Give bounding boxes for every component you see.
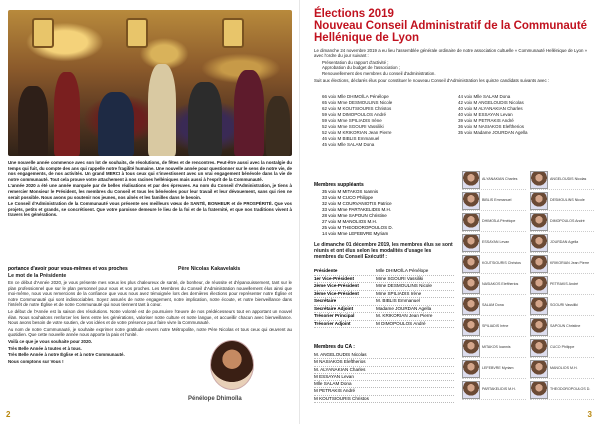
member-photo-cell bbox=[462, 359, 526, 379]
member-photo-cell bbox=[530, 359, 594, 379]
title-line: Élections 2019 bbox=[314, 8, 394, 20]
member-photo bbox=[462, 381, 480, 399]
ca-members-list bbox=[314, 352, 454, 403]
member-photo bbox=[530, 318, 548, 336]
member-name: Mme SGOURI Vassiliki bbox=[376, 275, 424, 281]
vote-row: 45 voix Mlle SALAM Dona bbox=[322, 142, 375, 147]
vote-row: 40 voix M ALYANAKIAN Charles bbox=[458, 106, 523, 111]
substitute-row: 32 voix M COURVANIOTIS Patrice bbox=[322, 201, 392, 206]
member-caption: JOURDAN Agella bbox=[550, 240, 579, 244]
member-photo-cell bbox=[462, 275, 526, 295]
member-caption: KRIKORIAN Jean Pierre bbox=[550, 261, 590, 265]
person-figure bbox=[54, 72, 80, 156]
member-caption: KOUTSIOURIS Christos bbox=[482, 261, 521, 265]
section-title: Le mot de la Présidente bbox=[8, 273, 67, 279]
intro-paragraph: Le Conseil d'Administration de la Communauté vous présente ses meilleurs vœux de SANTÉ, BONHEUR et de PROSPÉRITÉ. Que vos projets, petits et grands, se concrétisent. Que votre paroisse demeure le lieu de la foi et de la fraternité, et que nos traditions vivent à travers les générations. bbox=[8, 201, 292, 218]
member-photo bbox=[530, 255, 548, 273]
intro-text: Le dimanche 24 novembre 2019 a eu lieu l'assemblée générale ordinaire de notre association cultuelle « Communauté Hellénique de Lyon » avec l'ordre du jour suivant : bbox=[314, 48, 588, 59]
member-photo bbox=[462, 276, 480, 294]
message-paragraph: En ce début d'Année 2020, je vous présente mes vœux les plus chaleureux de santé, de bonheur, de réussite et d'épanouissement, tant sur le plan professionnel que sur le plan personnel pour vous et vos proches. Les Membres du Conseil d'Administration nouvellement élus ainsi que moi-même, nous vous remercions de la confiance que vous nous avez témoignée lors des dernières élections pour représenter notre Église et notre Communauté qui sont indissociables. Soyez assurés de notre engagement, notre implication, notre écoute, et notre bienveillance dans l'intérêt de notre Église et de notre Communauté qui nous tiennent tant à cœur. bbox=[8, 280, 292, 308]
agenda-item: Présentation du rapport d'activité ; bbox=[322, 60, 389, 65]
member-photo-cell bbox=[530, 212, 594, 232]
member-photo-cell bbox=[530, 254, 594, 274]
ca-member: M ESSAYAN Levan bbox=[314, 374, 454, 381]
executive-table bbox=[314, 268, 454, 328]
member-caption: BIBLIS Emmanuel bbox=[482, 198, 512, 202]
member-name: M. KRIKORIAN Jean Pierre bbox=[376, 313, 433, 318]
vote-row: 36 voix M NASIAKOS Eleftherios bbox=[458, 124, 525, 129]
member-name: M DIMOPOULOS André bbox=[376, 320, 426, 326]
role-label: Présidente bbox=[314, 268, 338, 273]
member-caption: MITAKOS Ioannis bbox=[482, 345, 511, 349]
member-caption: NASIAKOS Eleftherios bbox=[482, 282, 519, 286]
member-caption: ESSAYAN Levan bbox=[482, 240, 510, 244]
member-photo bbox=[530, 339, 548, 357]
ca-member: M PETRAKIS André bbox=[314, 388, 454, 395]
portrait-caption: Pénélope Dhimoïla bbox=[188, 396, 242, 402]
person-figure bbox=[234, 70, 264, 156]
member-caption: DIMOPOULOS André bbox=[550, 219, 585, 223]
vote-row: 59 voix M DIMOPOULOS André bbox=[322, 112, 387, 117]
message-paragraph: Le début de l'Année est la saison des résolutions. Notre volonté est de poursuivre l'œuvre de nos prédécesseurs tout en apportant un nouvel élan. Nous souhaitons renforcer les liens entre les générations, valoriser notre culture et notre langue, et accueillir chacun avec bienveillance. Nous avons besoin de votre soutien, de vos idées et de votre présence pour faire vivre la Communauté. bbox=[8, 308, 292, 326]
person-figure bbox=[148, 64, 176, 156]
role-label: Secrétaire Adjoint bbox=[314, 305, 354, 311]
member-caption: DESMOULINS Nicole bbox=[550, 198, 585, 202]
title-line: Nouveau Conseil Administratif de la Communauté bbox=[314, 20, 588, 32]
member-photo bbox=[462, 192, 480, 210]
member-photo bbox=[530, 297, 548, 315]
icon-frame bbox=[126, 18, 148, 48]
member-photo bbox=[462, 171, 480, 189]
executive-row bbox=[314, 313, 454, 321]
executive-row bbox=[314, 291, 454, 299]
member-photo-cell bbox=[530, 380, 594, 400]
title-line: Hellénique de Lyon bbox=[314, 32, 420, 44]
member-photo-cell bbox=[530, 317, 594, 337]
role-label: Secrétaire bbox=[314, 298, 337, 303]
intro-paragraph: L'année 2020 a été une année marquée par de belles réalisations et par des épreuves. Au nom du Conseil d'Administration, je tiens à remercier Monsieur le Président, les membres du Conseil et tous les bénévoles pour leur travail et leur dévouement, sans qui rien ne serait possible. Nous avons pu soutenir nos jeunes, nos aînés et les familles dans le besoin. bbox=[8, 183, 292, 200]
agenda-item: Renouvellement des membres du conseil d'administration. bbox=[322, 70, 436, 76]
member-photo bbox=[530, 213, 548, 231]
member-name: Mme DESMOULINS Nicole bbox=[376, 283, 432, 288]
ca-member: Mlle SALAM Dona bbox=[314, 381, 454, 388]
person-figure bbox=[266, 96, 290, 156]
council-text: Le dimanche 01 décembre 2019, les membres élus se sont réunis et ont élus selon les modalités d'usage les membres du Conseil Exécutif : bbox=[314, 242, 453, 261]
icon-frame bbox=[32, 18, 54, 48]
member-caption: PARTAKELIDIS M.H. bbox=[482, 387, 516, 391]
vote-row: 42 voix M ANGELOUDIS Nicolas bbox=[458, 100, 524, 105]
vote-row: 52 voix Mme SGOURI Vassiliki bbox=[322, 124, 384, 129]
vote-row: 66 voix Mlle DHIMOÏLA Pénélope bbox=[322, 94, 389, 99]
member-photo bbox=[530, 171, 548, 189]
section-title: Membres du CA : bbox=[314, 344, 355, 350]
intro-paragraph: Une nouvelle année commence avec son lot de souhaits, de résolutions, de fêtes et de rencontres. Peut-être aussi avec la nostalgie du temps qui fuit, du compte des ans qui rappelle notre fragilité humaine. Une nouvelle année pour questionner sur le sens de notre vie, de nos engagements, de nos activités. Un grand MERCI à tous ceux qui s'investissent avec un vrai engagement bénévole dans la vie de notre communauté. Tout cela prouve votre attachement à nos racines helléniques mais aussi à l'esprit de la Communauté. bbox=[8, 160, 292, 182]
member-photo-cell bbox=[530, 275, 594, 295]
member-photo bbox=[462, 318, 480, 336]
member-caption: ANGELOUDIS Nicolas bbox=[550, 177, 587, 181]
member-photo bbox=[530, 234, 548, 252]
member-photo-cell bbox=[462, 296, 526, 316]
role-label: Trésorier Principal bbox=[314, 313, 355, 318]
member-photo-cell bbox=[462, 380, 526, 400]
member-photo-cell bbox=[530, 233, 594, 253]
member-photo bbox=[462, 213, 480, 231]
member-photo-cell bbox=[462, 212, 526, 232]
member-caption: PETRAKIS André bbox=[550, 282, 579, 286]
closing-line: portance d'avoir pour vous-mêmes et vos proches bbox=[8, 266, 128, 272]
role-label: Trésorier Adjoint bbox=[314, 320, 351, 326]
person-figure bbox=[188, 82, 222, 156]
member-caption: CUCO Philippe bbox=[550, 345, 575, 349]
member-photo bbox=[462, 255, 480, 273]
executive-row bbox=[314, 283, 454, 291]
member-caption: SGOURI Vassiliki bbox=[550, 303, 578, 307]
member-caption: SALAM Dona bbox=[482, 303, 504, 307]
ca-member: M KOUTSIOURIS Christos bbox=[314, 396, 454, 403]
icon-frame bbox=[222, 18, 244, 48]
member-photo bbox=[462, 234, 480, 252]
ca-member: M. ALYANAKIAN Charles bbox=[314, 367, 454, 374]
substitute-row: 35 voix M MITAKOS Ioannis bbox=[322, 189, 379, 194]
executive-row bbox=[314, 298, 454, 306]
message-close: Très Belle Année à toutes et à tous. bbox=[8, 345, 82, 351]
page-number: 3 bbox=[587, 410, 592, 419]
executive-row bbox=[314, 268, 454, 276]
ca-member: M. ANGELOUDIS Nicolas bbox=[314, 352, 454, 359]
member-caption: DHIMOÏLA Pénélope bbox=[482, 219, 516, 223]
substitute-row: 33 voix M CUCO Philippe bbox=[322, 195, 374, 200]
role-label: 1er Vice-Président bbox=[314, 275, 355, 281]
executive-row bbox=[314, 276, 454, 284]
person-figure bbox=[18, 86, 48, 156]
members-photo-grid bbox=[462, 170, 594, 406]
member-photo-cell bbox=[462, 317, 526, 337]
member-photo-cell bbox=[530, 338, 594, 358]
vote-row: 44 voix Mlle SALAM Dona bbox=[458, 94, 511, 99]
section-title: Membres suppléants bbox=[314, 182, 364, 188]
member-name: Mlle DHIMOÏLA Pénélope bbox=[376, 268, 429, 273]
agenda-list bbox=[322, 60, 522, 76]
agenda-item: Approbation du budget de l'association ; bbox=[322, 65, 400, 71]
message-close: Voilà ce que je vous souhaite pour 2020. bbox=[8, 338, 93, 344]
substitute-row: 33 voix Mme PARTAKELIDIS M.H. bbox=[322, 207, 392, 212]
member-caption: SPILIADIS Irène bbox=[482, 324, 509, 328]
church-photo bbox=[8, 10, 292, 156]
role-label: 2ème Vice-Président bbox=[314, 283, 359, 288]
ca-member: M NASIAKOS Eleftherios bbox=[314, 359, 454, 366]
member-photo bbox=[462, 360, 480, 378]
member-name: M. BIBLIS Emmanuel bbox=[376, 298, 420, 303]
substitute-row: 28 voix Mme SAPOUN Christine bbox=[322, 213, 387, 218]
substitute-row: 27 voix M MANOLIOS M.H. bbox=[322, 219, 378, 224]
member-photo-cell bbox=[462, 191, 526, 211]
member-photo bbox=[462, 339, 480, 357]
member-photo bbox=[530, 360, 548, 378]
member-photo-cell bbox=[462, 170, 526, 190]
page-title bbox=[314, 8, 596, 44]
vote-row: 35 voix Madame JOURDAN Agella bbox=[458, 130, 528, 135]
results-intro: Suit aux élections, déclarés élus pour constituer le nouveau Conseil d'Administration les quinze candidats suivants avec : bbox=[314, 78, 550, 83]
executive-row bbox=[314, 321, 454, 329]
member-name: Mme SPILIADIS Irène bbox=[376, 290, 422, 296]
member-photo bbox=[530, 192, 548, 210]
votes-list-right bbox=[458, 94, 594, 136]
member-photo bbox=[530, 276, 548, 294]
member-caption: SAPOUN Christine bbox=[550, 324, 581, 328]
member-photo-cell bbox=[462, 233, 526, 253]
vote-row: 59 voix Mme SPILIADIS Irène bbox=[322, 118, 382, 123]
executive-row bbox=[314, 306, 454, 314]
member-caption: THEODOROPOULOS D. bbox=[550, 387, 591, 391]
vote-row: 40 voix M ESSAYAN Levan bbox=[458, 112, 513, 117]
member-caption: ALYANAKIAN Charles bbox=[482, 177, 518, 181]
member-photo bbox=[530, 381, 548, 399]
vote-row: 52 voix M KRIKORIAN Jean Pierre bbox=[322, 130, 392, 135]
substitute-row: 25 voix M THEODOROPOULOS D. bbox=[322, 225, 393, 230]
vote-row: 62 voix M KOUTSIOURIS Christos bbox=[322, 106, 392, 111]
member-photo-cell bbox=[462, 254, 526, 274]
substitutes-list bbox=[322, 189, 452, 237]
member-caption: MANOLIOS M.H. bbox=[550, 366, 578, 370]
member-photo-cell bbox=[530, 170, 594, 190]
page-number: 2 bbox=[6, 410, 11, 419]
person-figure bbox=[98, 92, 134, 156]
portrait-photo bbox=[210, 340, 254, 390]
substitute-row: 14 voix Mme LEFEBVRE Myriam bbox=[322, 231, 389, 236]
message-close: Très Belle Année à notre Église et à notre Communauté. bbox=[8, 352, 125, 358]
votes-list-left bbox=[322, 94, 452, 148]
member-photo-cell bbox=[462, 338, 526, 358]
vote-row: 46 voix M BIBLIS Emmanuel bbox=[322, 136, 380, 141]
message-close: Nous comptons sur Vous ! bbox=[8, 358, 64, 364]
member-photo-cell bbox=[530, 296, 594, 316]
message-paragraph: Au nom de notre Communauté, je souhaite exprimer notre gratitude envers notre Métropolite, notre Père Nicolas et tous ceux qui œuvrent au quotidien. Que cette nouvelle année nous apporte la paix et l'unité. bbox=[8, 326, 292, 338]
member-photo bbox=[462, 297, 480, 315]
member-name: Madame JOURDAN Agella bbox=[376, 305, 432, 311]
member-caption: LEFEBVRE Myriam bbox=[482, 366, 514, 370]
intro-text bbox=[8, 160, 292, 264]
right-page bbox=[300, 0, 600, 424]
signature: Père Nicolas Kakavelakis bbox=[178, 266, 241, 272]
member-photo-cell bbox=[530, 191, 594, 211]
role-label: 3ème Vice-Président bbox=[314, 290, 359, 296]
vote-row: 39 voix M PETRAKIS André bbox=[458, 118, 514, 123]
vote-row: 65 voix Mme DESMOULINS Nicole bbox=[322, 100, 393, 105]
